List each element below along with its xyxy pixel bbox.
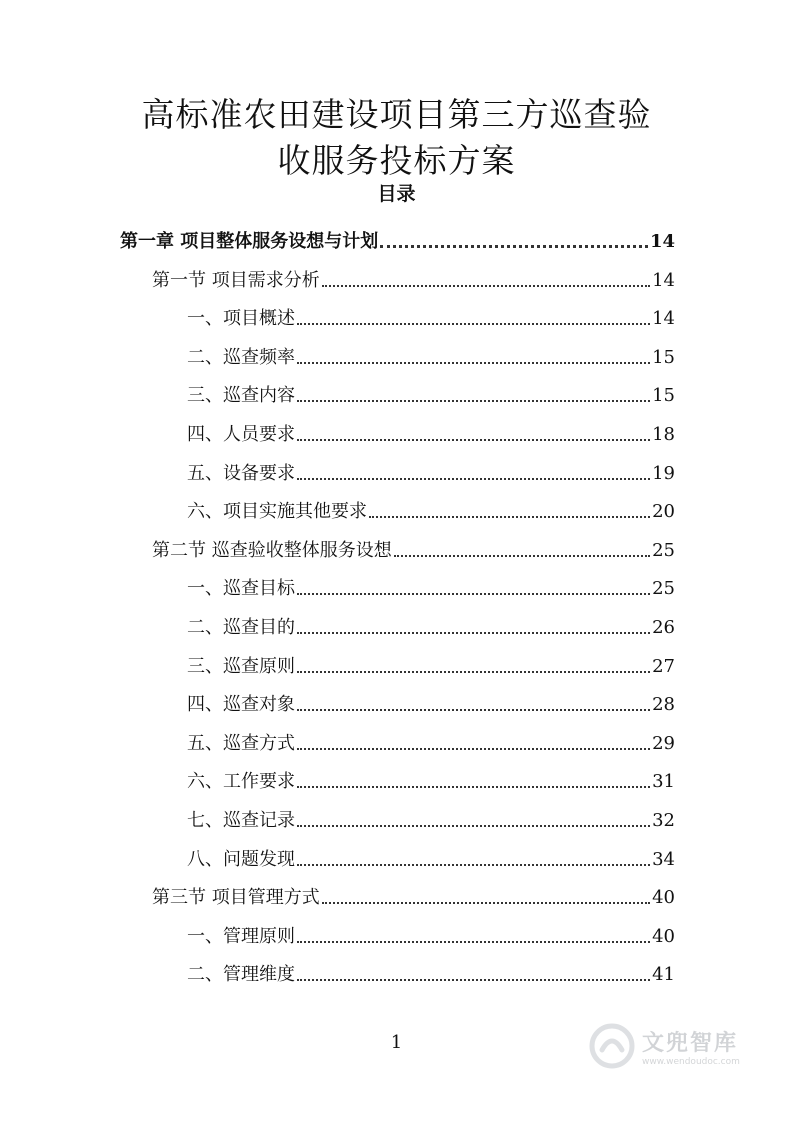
toc-entry-page: 32 (652, 810, 675, 831)
toc-entry-page: 29 (652, 732, 675, 754)
toc-entry[interactable] (187, 766, 675, 794)
toc-entry-label: 第三节 项目管理方式 (152, 887, 320, 909)
toc-entry[interactable] (187, 419, 675, 447)
toc-entry[interactable] (187, 959, 675, 987)
toc-entry[interactable] (152, 882, 675, 910)
toc-entry-label: 八、问题发现 (187, 848, 295, 870)
toc-entry[interactable] (187, 380, 675, 408)
toc-leader-dots (369, 516, 650, 518)
toc-entry-label: 四、人员要求 (187, 424, 295, 445)
toc-entry-page: 19 (652, 462, 675, 484)
toc-entry-page: 25 (652, 539, 675, 561)
toc-leader-dots (297, 748, 650, 750)
toc-entry-label: 二、巡查频率 (187, 346, 295, 368)
toc-entry-page: 28 (652, 694, 675, 716)
toc-entry[interactable] (187, 921, 675, 949)
toc-leader-dots (297, 323, 650, 325)
watermark-logo-icon (588, 1022, 636, 1070)
toc-entry-page: 14 (649, 231, 675, 252)
toc-entry-page: 25 (652, 578, 675, 600)
toc-entry-page: 34 (652, 848, 675, 870)
toc-entry-label: 五、巡查方式 (187, 732, 295, 754)
toc-entry-page: 26 (652, 617, 675, 638)
toc-entry[interactable] (187, 458, 675, 486)
toc-entry-label: 七、巡查记录 (187, 810, 295, 831)
toc-entry[interactable] (187, 342, 675, 370)
toc-leader-dots (297, 941, 650, 943)
toc-leader-dots (297, 362, 650, 364)
toc-leader-dots (380, 245, 648, 248)
toc-leader-dots (297, 709, 650, 711)
toc-entry[interactable] (152, 265, 675, 293)
toc-entry-page: 27 (652, 655, 675, 677)
toc-entry-page: 40 (652, 887, 675, 909)
toc-entry-page: 31 (652, 771, 675, 793)
toc-entry[interactable] (120, 226, 675, 254)
toc-entry-label: 五、设备要求 (187, 462, 295, 484)
toc-entry-label: 六、项目实施其他要求 (187, 501, 367, 523)
toc-leader-dots (297, 593, 650, 595)
toc-entry-label: 四、巡查对象 (187, 694, 295, 716)
toc-entry-label: 六、工作要求 (187, 771, 295, 793)
toc-leader-dots (297, 478, 650, 480)
toc-entry-label: 第二节 巡查验收整体服务设想 (152, 539, 392, 561)
title-line-2: 收服务投标方案 (277, 141, 516, 180)
toc-heading: 目录 (377, 183, 416, 205)
watermark-url: www.wendoudoc.com (642, 1056, 740, 1067)
toc-leader-dots (297, 979, 650, 981)
toc-entry-page: 18 (652, 424, 675, 445)
toc-entry-label: 第一章 项目整体服务设想与计划 (120, 231, 379, 252)
toc-leader-dots (322, 902, 650, 904)
watermark-text: 文兜智库 (642, 1030, 739, 1056)
toc-entry-page: 40 (652, 925, 675, 947)
toc-entry-label: 第一节 项目需求分析 (152, 269, 320, 291)
toc-entry[interactable] (187, 496, 675, 524)
toc-entry[interactable] (187, 805, 675, 833)
toc-entry-page: 20 (652, 501, 675, 523)
toc-leader-dots (297, 786, 650, 788)
toc-entry-label: 二、管理维度 (187, 964, 295, 986)
toc-entry-label: 二、巡查目的 (187, 617, 295, 638)
toc-entry[interactable] (187, 573, 675, 601)
toc-entry-label: 三、巡查内容 (187, 385, 295, 407)
toc-entry[interactable] (187, 689, 675, 717)
toc-entry[interactable] (152, 535, 675, 563)
toc-entry[interactable] (187, 844, 675, 872)
page-number: 1 (390, 1032, 403, 1053)
toc-entry-label: 一、项目概述 (187, 308, 295, 330)
toc-entry-page: 14 (652, 308, 675, 330)
toc-entry-label: 一、管理原则 (187, 925, 295, 947)
toc-leader-dots (297, 864, 650, 866)
toc-entry-page: 14 (652, 269, 675, 291)
title-line-1: 高标准农田建设项目第三方巡查验 (141, 95, 652, 134)
toc-entry-label: 一、巡查目标 (187, 578, 295, 600)
toc-leader-dots (297, 439, 650, 441)
toc-leader-dots (322, 285, 650, 287)
watermark (588, 1018, 768, 1074)
toc-entry-page: 15 (652, 346, 675, 368)
toc-entry-page: 15 (652, 385, 675, 407)
toc-leader-dots (297, 671, 650, 673)
toc-entry[interactable] (187, 303, 675, 331)
toc-entry[interactable] (187, 728, 675, 756)
toc-entry[interactable] (187, 651, 675, 679)
toc-entry[interactable] (187, 612, 675, 640)
toc-entry-page: 41 (652, 964, 675, 986)
toc-leader-dots (297, 400, 650, 402)
toc-entry-label: 三、巡查原则 (187, 655, 295, 677)
toc-leader-dots (297, 825, 650, 827)
toc-leader-dots (297, 632, 650, 634)
toc-leader-dots (394, 555, 650, 557)
